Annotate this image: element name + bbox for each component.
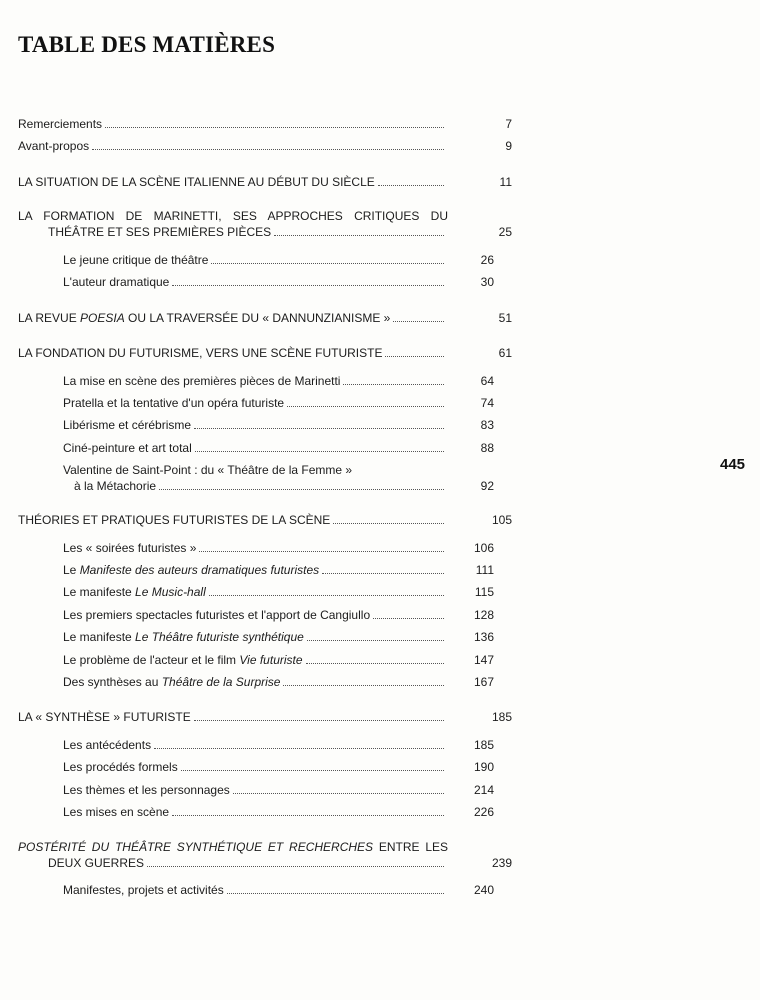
- dot-leader: [322, 573, 444, 574]
- toc-entry-text-line1: [18, 839, 448, 855]
- toc-page-number: 147: [473, 653, 494, 667]
- toc-entry-text: Pratella et la tentative d'un opéra futuriste: [63, 396, 285, 410]
- toc-entry-jeune-critique[interactable]: [63, 252, 494, 268]
- toc-entry-text: Le jeune critique de théâtre: [63, 253, 209, 267]
- toc-entry-text: [63, 652, 303, 668]
- toc-entry-text: THÉORIES ET PRATIQUES FUTURISTES DE LA SCÈNE: [18, 513, 331, 527]
- toc-page-number: 185: [473, 738, 494, 752]
- toc-entry-text: [63, 629, 304, 645]
- toc-entry-text: Les mises en scène: [63, 805, 170, 819]
- toc-entry-text-part: Le manifeste: [63, 585, 136, 599]
- toc-entry-manifeste-music-hall[interactable]: [63, 584, 494, 600]
- dot-leader: [159, 489, 444, 490]
- toc-entry-text: à la Métachorie: [74, 479, 157, 493]
- toc-entry-text-part: Le: [63, 563, 80, 577]
- page-number: 445: [720, 456, 746, 473]
- toc-page-number: 111: [475, 563, 494, 577]
- toc-page-number: 128: [473, 608, 494, 622]
- toc-page-number: 105: [491, 513, 512, 527]
- toc-entry-text: Les antécédents: [63, 738, 152, 752]
- dot-leader: [181, 770, 444, 771]
- toc-page-number: 83: [480, 418, 494, 432]
- toc-entry-remerciements[interactable]: [18, 116, 512, 132]
- toc-entry-valentine-de-saint-point[interactable]: [63, 462, 494, 494]
- dot-leader: [274, 235, 444, 236]
- toc-page-number: 106: [473, 541, 494, 555]
- toc-entry-title-italic: Vie futuriste: [239, 653, 303, 667]
- toc-entry-text: Remerciements: [18, 117, 103, 131]
- toc-entry-text-part: OU LA TRAVERSÉE DU « DANNUNZIANISME »: [124, 311, 391, 325]
- dot-leader: [194, 720, 444, 721]
- toc-entry-text: Les thèmes et les personnages: [63, 783, 230, 797]
- toc-entry-manifeste-auteurs[interactable]: [63, 562, 494, 578]
- toc-page-number: 11: [499, 175, 512, 189]
- toc-entry-text: L'auteur dramatique: [63, 275, 170, 289]
- toc-page-number: 64: [480, 374, 494, 388]
- dot-leader: [147, 866, 444, 867]
- toc-entry-text: THÉÂTRE ET SES PREMIÈRES PIÈCES: [48, 225, 272, 239]
- toc-entry-soirees-futuristes[interactable]: [63, 540, 494, 556]
- dot-leader: [105, 127, 444, 128]
- toc-page-number: 51: [498, 311, 512, 325]
- toc-page-number: 92: [480, 479, 494, 493]
- toc-entry-text: [18, 310, 390, 326]
- dot-leader: [283, 685, 444, 686]
- toc-entry-fondation-futurisme[interactable]: [18, 345, 512, 361]
- dot-leader: [227, 893, 444, 894]
- toc-entry-text: LA FONDATION DU FUTURISME, VERS UNE SCÈNE FUTURISTE: [18, 346, 383, 360]
- toc-entry-mise-en-scene-marinetti[interactable]: [63, 373, 494, 389]
- toc-entry-revue-poesia[interactable]: [18, 310, 512, 326]
- toc-entry-text: Les procédés formels: [63, 760, 178, 774]
- dot-leader: [92, 149, 444, 150]
- toc-entry-synthese-futuriste[interactable]: [18, 709, 512, 725]
- dot-leader: [343, 384, 444, 385]
- toc-entry-theories-pratiques[interactable]: [18, 512, 512, 528]
- toc-page-number: 9: [505, 139, 512, 153]
- toc-entry-text: [63, 562, 319, 578]
- toc-page-number: 190: [473, 760, 494, 774]
- dot-leader: [373, 618, 444, 619]
- dot-leader: [154, 748, 444, 749]
- page-title: TABLE DES MATIÈRES: [18, 32, 276, 57]
- toc-entry-probleme-acteur[interactable]: [63, 652, 494, 668]
- toc-entry-text: LA SITUATION DE LA SCÈNE ITALIENNE AU DÉBUT DU SIÈCLE: [18, 175, 375, 189]
- toc-entry-manifestes-projets[interactable]: [63, 882, 494, 898]
- toc-entry-liberisme[interactable]: [63, 417, 494, 433]
- toc-entry-themes-personnages[interactable]: [63, 782, 494, 798]
- dot-leader: [194, 428, 444, 429]
- toc-entry-text-part: Des synthèses au: [63, 675, 162, 689]
- toc-entry-text: Les premiers spectacles futuristes et l'apport de Cangiullo: [63, 608, 371, 622]
- dot-leader: [393, 321, 444, 322]
- toc-entry-text-part: ENTRE LES: [373, 840, 448, 854]
- toc-entry-pratella[interactable]: [63, 395, 494, 411]
- toc-entry-situation-scene[interactable]: [18, 174, 512, 190]
- dot-leader: [172, 815, 444, 816]
- toc-page-number: 88: [480, 441, 494, 455]
- toc-entry-text: LA « SYNTHÈSE » FUTURISTE: [18, 710, 191, 724]
- toc-entry-text-line1: LA FORMATION DE MARINETTI, SES APPROCHES CRITIQUES DU: [18, 209, 448, 223]
- toc-entry-title-italic: Manifeste des auteurs dramatiques futuristes: [79, 563, 320, 577]
- toc-entry-auteur-dramatique[interactable]: [63, 274, 494, 290]
- dot-leader: [378, 185, 444, 186]
- toc-entry-text: Avant-propos: [18, 139, 90, 153]
- toc-entry-title-italic: POESIA: [80, 311, 125, 325]
- toc-page-number: 214: [473, 783, 494, 797]
- toc-entry-text: Les « soirées futuristes »: [63, 541, 197, 555]
- toc-page-number: 185: [491, 710, 512, 724]
- dot-leader: [233, 793, 444, 794]
- toc-page-number: 226: [473, 805, 494, 819]
- toc-page-number: 74: [480, 396, 494, 410]
- dot-leader: [211, 263, 444, 264]
- toc-entry-text-part: Le problème de l'acteur et le film: [63, 653, 240, 667]
- toc-entry-cine-peinture[interactable]: [63, 440, 494, 456]
- toc-page-number: 239: [491, 856, 512, 870]
- toc-page-number: 240: [473, 883, 494, 897]
- toc-entry-text: [63, 584, 206, 600]
- toc-entry-title-italic: Le Music-hall: [135, 585, 206, 599]
- dot-leader: [199, 551, 444, 552]
- toc-entry-text: La mise en scène des premières pièces de Marinetti: [63, 374, 341, 388]
- toc-entry-text: DEUX GUERRES: [48, 856, 145, 870]
- toc-page-number: 61: [498, 346, 512, 360]
- toc-entry-text: Libérisme et cérébrisme: [63, 418, 192, 432]
- dot-leader: [209, 595, 444, 596]
- toc-entry-antecedents[interactable]: [63, 737, 494, 753]
- toc-entry-formation-marinetti[interactable]: [18, 208, 512, 240]
- dot-leader: [385, 356, 444, 357]
- toc-entry-text-part: Le manifeste: [63, 630, 136, 644]
- toc-entry-text-part: LA REVUE: [18, 311, 81, 325]
- toc-entry-mises-en-scene[interactable]: [63, 804, 494, 820]
- dot-leader: [306, 663, 444, 664]
- toc-entry-premiers-spectacles[interactable]: [63, 607, 494, 623]
- toc-page-number: 25: [498, 225, 512, 239]
- toc-entry-syntheses-surprise[interactable]: [63, 674, 494, 690]
- toc-page-number: 115: [474, 585, 494, 599]
- toc-page-number: 167: [473, 675, 494, 689]
- toc-entry-text-line1: Valentine de Saint-Point : du « Théâtre de la Femme »: [63, 463, 353, 477]
- dot-leader: [307, 640, 444, 641]
- toc-entry-manifeste-theatre-synthetique[interactable]: [63, 629, 494, 645]
- dot-leader: [172, 285, 444, 286]
- toc-entry-posterite[interactable]: [18, 839, 512, 871]
- toc-entry-title-italic: Théâtre de la Surprise: [161, 675, 281, 689]
- toc-page-number: 30: [480, 275, 494, 289]
- toc-page-number: 7: [505, 117, 512, 131]
- toc-entry-title-italic: POSTÉRITÉ DU THÉÂTRE SYNTHÉTIQUE ET RECHERCHES: [18, 840, 374, 854]
- dot-leader: [287, 406, 444, 407]
- toc-entry-text: Manifestes, projets et activités: [63, 883, 224, 897]
- toc-entry-title-italic: Le Théâtre futuriste synthétique: [135, 630, 304, 644]
- toc-page-number: 136: [473, 630, 494, 644]
- toc-entry-text: [63, 674, 280, 690]
- dot-leader: [333, 523, 444, 524]
- toc-page-number: 26: [480, 253, 494, 267]
- toc-entry-procedes-formels[interactable]: [63, 759, 494, 775]
- toc-entry-text: Ciné-peinture et art total: [63, 441, 192, 455]
- dot-leader: [195, 451, 444, 452]
- toc-entry-avant-propos[interactable]: [18, 138, 512, 154]
